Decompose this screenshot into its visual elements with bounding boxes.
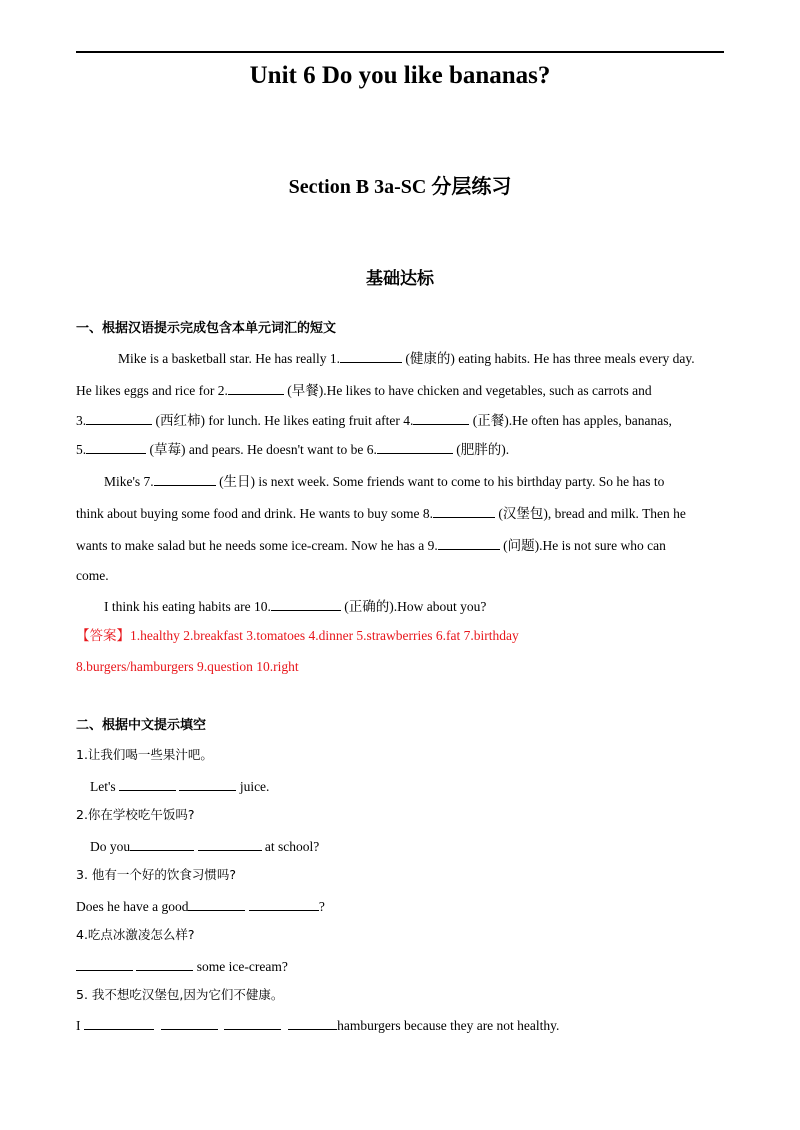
passage-line: 3. (西红柿) for lunch. He likes eating fruit after 4. (正餐).He often has apples, bananas, [76,413,672,428]
section-subtitle: Section B 3a-SC 分层练习 [288,176,512,198]
blank[interactable] [76,957,133,971]
blank[interactable] [224,1016,281,1030]
passage-line: I think his eating habits are 10. (正确的).How about you? [104,599,487,614]
question-cn: 4.吃点冰激凌怎么样? [76,927,195,942]
blank[interactable] [288,1016,337,1030]
part1-heading: 一、根据汉语提示完成包含本单元词汇的短文 [76,321,337,336]
answer-key: 【答案】1.healthy 2.breakfast 3.tomatoes 4.dinner 5.strawberries 6.fat 7.birthday [76,628,519,643]
passage-line: come. [76,568,109,583]
blank[interactable] [154,472,216,486]
passage-line: wants to make salad but he needs some ice-cream. Now he has a 9. (问题).He is not sure who can [76,538,666,553]
blank[interactable] [228,381,284,395]
passage-line: Mike is a basketball star. He has really 1. (健康的) eating habits. He has three meals every day. [118,351,695,366]
question-cn: 1.让我们喝一些果汁吧。 [76,747,213,762]
blank[interactable] [136,957,193,971]
passage-line: Mike's 7. (生日) is next week. Some friends want to come to his birthday party. So he has to [104,474,665,489]
blank[interactable] [119,777,176,791]
question-en: Do you at school? [90,839,320,854]
blank[interactable] [86,440,146,454]
blank[interactable] [179,777,236,791]
question-en: some ice-cream? [76,957,288,976]
blank[interactable] [130,837,194,851]
question-en: Does he have a good ? [76,899,325,914]
question-en: Let's juice. [90,779,270,794]
passage-line: think about buying some food and drink. He wants to buy some 8. (汉堡包), bread and milk. Then he [76,506,686,521]
question-en: I hamburgers because they are not healthy. [76,1018,560,1033]
blank[interactable] [161,1016,218,1030]
header-rule [76,51,724,53]
blank[interactable] [84,1016,154,1030]
blank[interactable] [198,837,262,851]
passage-line: He likes eggs and rice for 2. (早餐).He likes to have chicken and vegetables, such as carrots and [76,383,652,398]
blank[interactable] [433,504,495,518]
blank[interactable] [438,536,500,550]
blank[interactable] [249,897,319,911]
question-cn: 2.你在学校吃午饭吗? [76,807,195,822]
blank[interactable] [86,411,152,425]
question-cn: 5. 我不想吃汉堡包,因为它们不健康。 [76,987,284,1002]
document-title: Unit 6 Do you like bananas? [249,62,551,89]
blank[interactable] [377,440,453,454]
passage-line: 5. (草莓) and pears. He doesn't want to be 6. (肥胖的). [76,442,510,457]
blank[interactable] [188,897,245,911]
blank[interactable] [271,597,341,611]
level-heading: 基础达标 [366,269,434,289]
blank[interactable] [413,411,469,425]
answer-key: 8.burgers/hamburgers 9.question 10.right [76,659,299,674]
question-cn: 3. 他有一个好的饮食习惯吗? [76,867,237,882]
blank[interactable] [340,349,402,363]
part2-heading: 二、根据中文提示填空 [76,718,207,733]
